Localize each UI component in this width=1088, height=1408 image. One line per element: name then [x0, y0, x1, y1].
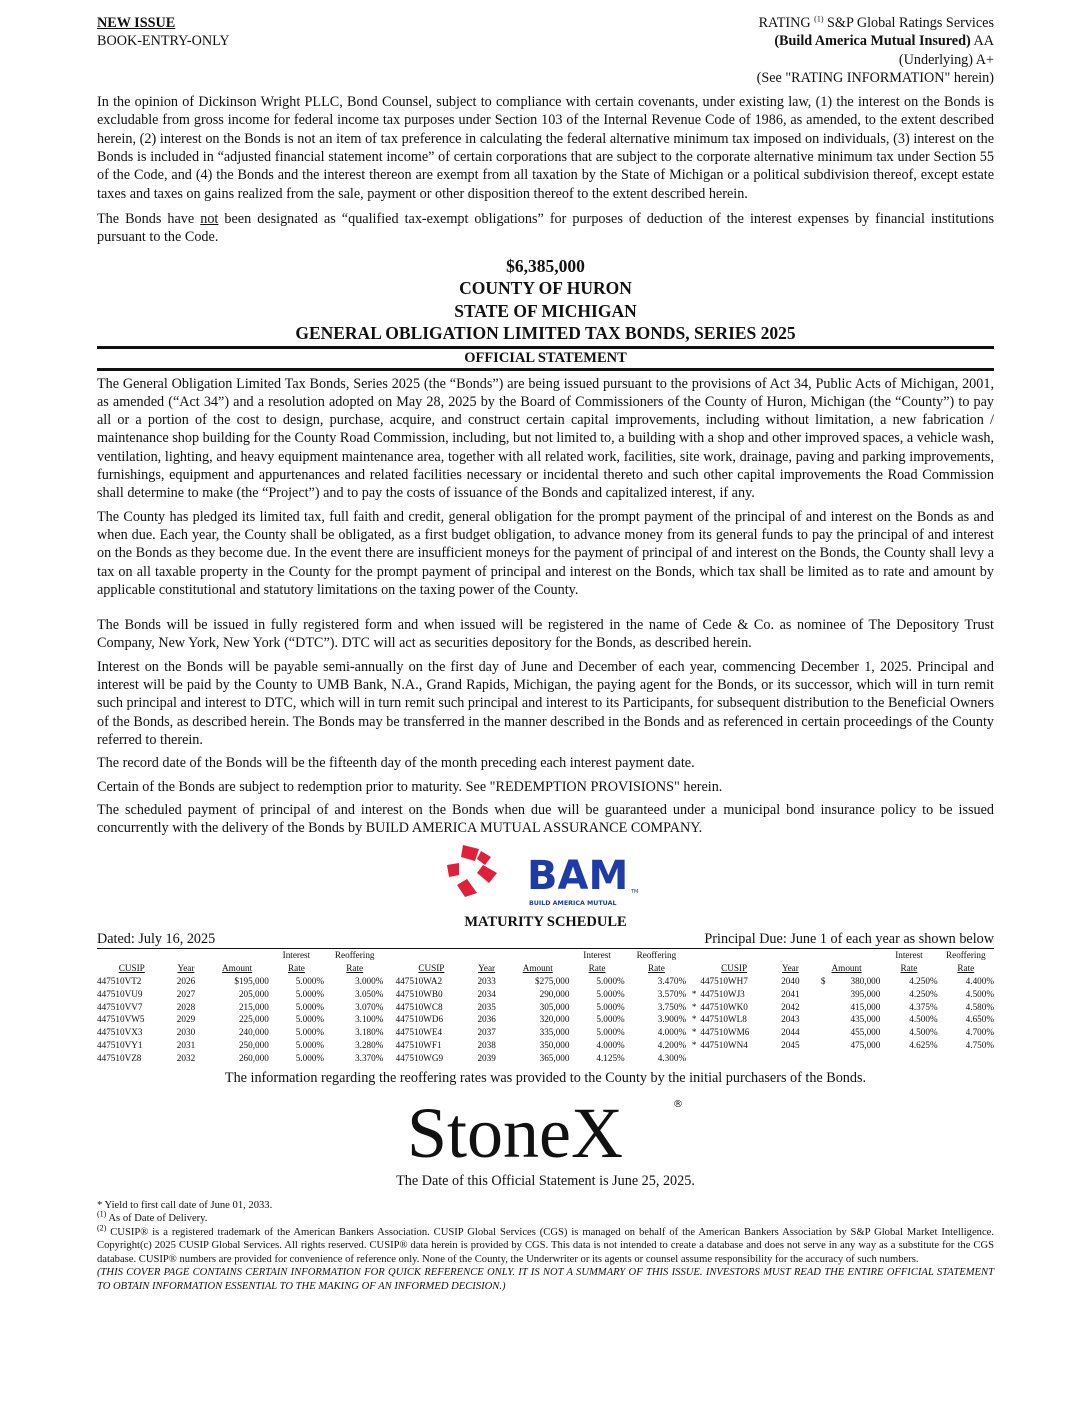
- reoffering-rate-cell: 4.400%: [965, 975, 994, 986]
- reoffering-header: Reoffering: [945, 950, 986, 961]
- insured-label: (Build America Mutual Insured): [774, 33, 971, 50]
- maturity-schedule-heading: MATURITY SCHEDULE: [464, 914, 627, 931]
- interest-rate-cell: 5.000%: [295, 1027, 325, 1038]
- redemption-paragraph: Certain of the Bonds are subject to redemption prior to maturity. See "REDEMPTION PROVISIONS" herein.: [97, 778, 723, 795]
- amount-cell: 395,000: [850, 988, 881, 999]
- interest-rate-cell: 5.000%: [295, 975, 325, 986]
- year-cell: 2040: [781, 975, 800, 986]
- cusip-header: CUSIP: [118, 963, 145, 974]
- dollar-sign-cell: [813, 1039, 827, 1052]
- rate-header: Rate: [346, 963, 364, 974]
- amount-header: Amount: [222, 963, 253, 974]
- year-cell: 2037: [477, 1027, 496, 1038]
- amount-cell: [827, 1052, 880, 1065]
- year-cell: 2038: [477, 1039, 496, 1050]
- book-entry-paragraph: The Bonds will be issued in fully registered form and when issued will be registered in the name of Cede & Co. as nominee of The Depository Trust Company, New York, New York (“DTC”). DTC will act as securities depository for the Bonds, as described herein.: [97, 617, 994, 652]
- cusip-header: CUSIP: [721, 963, 748, 974]
- principal-due: Principal Due: June 1 of each year as shown below: [704, 931, 994, 948]
- authorization-paragraph: The General Obligation Limited Tax Bonds, Series 2025 (the “Bonds”) are being issued pursuant to the provisions of Act 34, Public Acts of Michigan, 2001, as amended (“Act 34”) and a resolution adopted on May 28, 2025 by the Board of Commissioners of the County of Huron, Michigan (the “County”) to pay all or a portion of the cost to design, purchase, acquire, and construct certain capital improvements, including without limitation, a new fabrication / maintenance shop building for the County Road Commission, including, but not limited to, a building with a shop and other improved spaces, a vehicle wash, ventilation, lighting, and heavy equipment maintenance area, together with all related work, facilities, site work, drainage, paving and parking improvements, furnishings, equipment and appurtenances and related facilities necessary or incidental thereto and such other capital improvements the Road Commission shall determine to make (the “Project”) and to pay the costs of issuance of the Bonds and capitalized interest, if any.: [97, 375, 994, 502]
- year-cell: 2028: [176, 1001, 196, 1012]
- year-cell: 2029: [176, 1014, 196, 1025]
- par-amount: $6,385,000: [506, 255, 585, 276]
- cusip-cell: 447510VX3: [97, 1027, 143, 1038]
- official-statement-page: [97, 14, 994, 1293]
- cover-header: [97, 14, 994, 87]
- cusip-cell: 447510WH7: [700, 975, 748, 986]
- amount-cell: $195,000: [234, 975, 269, 986]
- amount-cell: 380,000: [850, 975, 881, 986]
- rate-header: Rate: [288, 963, 305, 974]
- amount-cell: 335,000: [539, 1027, 570, 1038]
- reoffering-rate-cell: 3.070%: [355, 1001, 384, 1012]
- amount-cell: 205,000: [238, 988, 269, 999]
- bam-logo-graphic: [445, 843, 645, 909]
- reoffering-rate-cell: 3.180%: [355, 1027, 384, 1038]
- qualified-not-emphasis: not: [200, 210, 219, 227]
- interest-rate-cell: 5.000%: [596, 1001, 625, 1012]
- cusip-cell: 447510WG9: [395, 1052, 444, 1063]
- maturity-dates-line: [97, 931, 994, 948]
- maturity-table: [97, 949, 994, 1064]
- footnote-1-text: As of Date of Delivery.: [106, 1213, 208, 1225]
- cusip-cell: 447510VV7: [97, 1001, 143, 1012]
- rate-header: Rate: [647, 963, 665, 974]
- maturity-table-body: [97, 975, 994, 1065]
- year-cell: 2030: [176, 1027, 196, 1038]
- call-marker-cell: [688, 1052, 700, 1065]
- book-entry-label: BOOK-ENTRY-ONLY: [97, 33, 230, 50]
- interest-rate-cell: 4.000%: [596, 1039, 625, 1050]
- dollar-sign-cell: $: [820, 975, 826, 986]
- cusip-footnote: [97, 1223, 994, 1267]
- interest-rate-cell: 5.000%: [596, 1014, 625, 1025]
- amount-header: Amount: [831, 963, 862, 974]
- statement-date: The Date of this Official Statement is June 25, 2025.: [396, 1172, 695, 1189]
- reoffering-rate-cell: 3.000%: [355, 975, 384, 986]
- bam-trademark: TM: [631, 889, 639, 896]
- year-cell: 2027: [176, 988, 196, 999]
- call-marker-cell: [385, 1001, 395, 1014]
- interest-rate-cell: 4.625%: [909, 1039, 938, 1050]
- reoffering-rate-cell: 3.470%: [657, 975, 687, 986]
- rate-header: Rate: [900, 963, 918, 974]
- amount-cell: 365,000: [539, 1052, 570, 1063]
- reoffering-rate-cell: 3.100%: [355, 1014, 384, 1025]
- amount-cell: 290,000: [539, 988, 570, 999]
- cusip-header: CUSIP: [418, 963, 445, 974]
- dollar-sign-cell: [813, 1026, 827, 1039]
- maturity-header-top: [97, 949, 994, 962]
- year-cell: [768, 1052, 813, 1065]
- reoffering-rate-cell: 3.280%: [355, 1039, 384, 1050]
- cusip-cell: 447510VW5: [97, 1014, 145, 1025]
- reoffering-rate-cell: 4.700%: [965, 1027, 994, 1038]
- year-cell: 2036: [477, 1014, 496, 1025]
- year-cell: 2034: [477, 988, 496, 999]
- interest-rate-cell: [880, 1052, 937, 1065]
- call-marker-cell: *: [691, 988, 697, 999]
- new-issue-label: NEW ISSUE: [97, 15, 176, 31]
- year-cell: 2045: [781, 1039, 800, 1050]
- reoffering-header: Reoffering: [334, 950, 375, 961]
- stonex-wordmark: StoneX: [407, 1092, 623, 1167]
- amount-cell: 435,000: [850, 1014, 881, 1025]
- footnotes: [97, 1199, 994, 1294]
- year-cell: 2032: [176, 1052, 196, 1063]
- issue-type-block: [97, 14, 230, 87]
- reoffering-rate-cell: [938, 1052, 994, 1065]
- cusip-cell: 447510WC8: [395, 1001, 443, 1012]
- cover-disclaimer-text: (THIS COVER PAGE CONTAINS CERTAIN INFORMATION FOR QUICK REFERENCE ONLY. IT IS NOT A SUMMARY OF THIS ISSUE. INVESTORS MUST READ THE ENTIRE OFFICIAL STATEMENT TO OBTAIN INFORMATION ESSENTIAL TO THE MAKING OF AN INFORMED DECISION.): [97, 1267, 994, 1292]
- dollar-sign-cell: [813, 1001, 827, 1014]
- year-cell: 2042: [781, 1001, 800, 1012]
- amount-cell: 215,000: [238, 1001, 269, 1012]
- bond-title-block: [97, 255, 994, 345]
- cusip-cell: 447510WE4: [395, 1027, 443, 1038]
- interest-header: Interest: [282, 950, 311, 961]
- rating-block: [757, 14, 994, 87]
- call-marker-cell: *: [691, 1039, 697, 1050]
- interest-rate-cell: 5.000%: [596, 975, 625, 986]
- cusip-cell: 447510VY1: [97, 1039, 143, 1050]
- year-cell: 2039: [477, 1052, 496, 1063]
- interest-payment-paragraph: Interest on the Bonds will be payable semi-annually on the first day of June and December of each year, commencing December 1, 2025. Principal and interest will be paid by the County to UMB Bank, N.A., Grand Rapids, Michigan, the paying agent for the Bonds, or its successor, which will in turn remit such principal and interest to DTC, which will in turn remit such principal and interest to its Participants, for subsequent distribution to the Beneficial Owners of the Bonds, as described herein. The Bonds may be transferred in the manner described in the Bonds and as referenced in certain proceedings of the County referred to therein.: [97, 658, 994, 748]
- call-marker-cell: [385, 1026, 395, 1039]
- rating-label: RATING: [758, 15, 811, 31]
- year-header: Year: [781, 963, 799, 974]
- year-cell: 2026: [176, 975, 196, 986]
- reoffering-rate-cell: 4.000%: [657, 1027, 687, 1038]
- interest-rate-cell: 4.500%: [909, 1014, 938, 1025]
- interest-rate-cell: 4.125%: [596, 1052, 625, 1063]
- call-marker-cell: [385, 1052, 395, 1065]
- call-marker-cell: [385, 975, 395, 988]
- cusip-cell: 447510VT2: [97, 975, 142, 986]
- issuer-name: COUNTY OF HURON: [459, 278, 632, 299]
- amount-cell: 455,000: [850, 1027, 881, 1038]
- year-cell: 2043: [781, 1014, 800, 1025]
- rate-header: Rate: [588, 963, 606, 974]
- amount-cell: 415,000: [850, 1001, 881, 1012]
- year-cell: 2041: [781, 988, 800, 999]
- call-marker-cell: *: [691, 1001, 697, 1012]
- reoffering-rate-cell: 4.500%: [965, 988, 994, 999]
- reoffering-rate-cell: 4.650%: [965, 1014, 994, 1025]
- underlying-rating: (Underlying) A+: [898, 51, 994, 68]
- see-rating-reference: (See "RATING INFORMATION" herein): [756, 69, 994, 86]
- stonex-registered-mark: ®: [673, 1098, 683, 1110]
- qualified-text-start: The Bonds have: [97, 210, 201, 227]
- interest-rate-cell: 5.000%: [295, 1039, 325, 1050]
- interest-rate-cell: 4.500%: [909, 1027, 938, 1038]
- year-cell: 2044: [781, 1027, 800, 1038]
- cusip-cell: 447510VU9: [97, 988, 143, 999]
- cusip-cell: 447510WK0: [700, 1001, 748, 1012]
- qualified-tax-exempt-paragraph: [97, 210, 994, 247]
- cusip-cell: [700, 1052, 768, 1065]
- cusip-cell: 447510WN4: [700, 1039, 748, 1050]
- cover-page-disclaimer: [97, 1266, 994, 1293]
- call-marker-cell: [385, 988, 395, 1001]
- cusip-cell: 447510WB0: [395, 988, 443, 999]
- cusip-cell: 447510VZ8: [97, 1052, 142, 1063]
- interest-header: Interest: [583, 950, 611, 961]
- amount-cell: 250,000: [238, 1039, 269, 1050]
- maturity-header: [97, 962, 994, 975]
- bam-wordmark: BAM: [527, 853, 629, 900]
- year-cell: 2033: [477, 975, 496, 986]
- rating-line: [757, 14, 994, 32]
- interest-rate-cell: 5.000%: [596, 1027, 625, 1038]
- interest-rate-cell: 5.000%: [295, 1014, 325, 1025]
- interest-rate-cell: 4.250%: [909, 975, 938, 986]
- cusip-cell: 447510WD6: [395, 1014, 444, 1025]
- call-marker-cell: *: [691, 1014, 697, 1025]
- security-paragraph: The County has pledged its limited tax, full faith and credit, general obligation for the prompt payment of the principal of and interest on the Bonds as and when due. Each year, the County shall be obligated, as a first budget obligation, to advance money from its general funds to pay the principal of and interest on the Bonds as they become due. In the event there are insufficient moneys for the payment of principal of and interest on the Bonds, the County shall levy a tax on all taxable property in the County for the prompt payment of principal and interest on the Bonds, which tax shall be limited as to rate and amount by applicable constitutional and statutory limitations on the taxing power of the County.: [97, 508, 994, 598]
- reoffering-rate-cell: 4.300%: [657, 1052, 687, 1063]
- amount-cell: 225,000: [238, 1014, 269, 1025]
- tax-opinion-paragraph: In the opinion of Dickinson Wright PLLC, Bond Counsel, subject to compliance with certain covenants, under existing law, (1) the interest on the Bonds is excludable from gross income for federal income tax purposes under Section 103 of the Internal Revenue Code of 1986, as amended, to the extent described herein, (2) interest on the Bonds is not an item of tax preference in calculating the federal alternative minimum tax imposed on individuals, (3) interest on the Bonds is included in “adjusted financial statement income” of certain corporations that are subject to the corporate alternative minimum tax under Section 55 of the Code, and (4) the Bonds and the interest thereon are exempt from all taxation by the State of Michigan or a political subdivision thereof, except estate taxes and taxes on gains realized from the sale, payment or other disposition thereof to the extent described herein.: [97, 94, 994, 202]
- reoffering-rate-cell: 3.570%: [657, 988, 687, 999]
- record-date-paragraph: The record date of the Bonds will be the fifteenth day of the month preceding each interest payment date.: [97, 755, 695, 772]
- dollar-sign-cell: [813, 1013, 827, 1026]
- dollar-sign-cell: [813, 1052, 827, 1065]
- reoffering-rate-cell: 3.900%: [657, 1014, 687, 1025]
- maturity-row: [97, 1001, 994, 1014]
- interest-rate-cell: 4.250%: [909, 988, 938, 999]
- reoffering-rate-cell: 4.580%: [965, 1001, 994, 1012]
- cusip-cell: 447510WL8: [700, 1014, 747, 1025]
- reoffering-rate-cell: 4.200%: [657, 1039, 687, 1050]
- insured-rating: AA: [973, 33, 994, 50]
- amount-cell: 320,000: [539, 1014, 570, 1025]
- maturity-row: [97, 1013, 994, 1026]
- reoffering-rate-cell: 3.370%: [355, 1052, 384, 1063]
- qualified-text-end: been designated as “qualified tax-exempt obligations” for purposes of deduction of the interest expenses by financial institutions pursuant to the Code.: [97, 210, 994, 246]
- reoffering-header: Reoffering: [636, 950, 677, 961]
- footnote-1-marker: (1): [97, 1209, 107, 1219]
- bond-series-title: GENERAL OBLIGATION LIMITED TAX BONDS, SERIES 2025: [295, 323, 796, 344]
- call-marker-cell: *: [691, 1027, 697, 1038]
- maturity-row: [97, 1052, 994, 1065]
- amount-cell: 305,000: [539, 1001, 570, 1012]
- rating-agency: S&P Global Ratings Services: [827, 15, 994, 31]
- yield-footnote: * Yield to first call date of June 01, 2033.: [97, 1199, 273, 1211]
- dated-date: Dated: July 16, 2025: [97, 931, 216, 948]
- delivery-footnote: [97, 1209, 994, 1226]
- interest-header: Interest: [895, 950, 923, 961]
- footnote-2-text: CUSIP® is a registered trademark of the American Bankers Association. CUSIP Global Services (CGS) is managed on behalf of the American Bankers Association by S&P Global Market Intelligence. Copyright(c) 2025 CUSIP Global Services. All rights reserved. CUSIP® data herein is provided by CGS. This data is not intended to create a database and does not serve in any way as a substitute for the CGS database. CUSIP® numbers are provided for convenience of reference only. None of the County, the Underwriter or its agents or counsel assume responsibility for the accuracy of such numbers.: [97, 1226, 994, 1265]
- stonex-logo-graphic: [397, 1089, 697, 1167]
- amount-cell: 240,000: [238, 1027, 269, 1038]
- title-rule-bottom: [97, 368, 994, 371]
- bam-tagline: BUILD AMERICA MUTUAL: [529, 900, 617, 908]
- amount-cell: 475,000: [850, 1039, 881, 1050]
- cusip-cell: 447510WJ3: [700, 988, 745, 999]
- interest-rate-cell: 5.000%: [295, 1001, 325, 1012]
- rate-header: Rate: [957, 963, 975, 974]
- interest-rate-cell: 5.000%: [295, 988, 325, 999]
- amount-cell: 350,000: [539, 1039, 570, 1050]
- reoffering-rate-cell: 4.750%: [965, 1039, 994, 1050]
- call-marker-cell: [385, 1013, 395, 1026]
- interest-rate-cell: 5.000%: [596, 988, 625, 999]
- stonex-logo: [97, 1089, 994, 1167]
- issuer-state: STATE OF MICHIGAN: [454, 300, 637, 321]
- interest-rate-cell: 5.000%: [295, 1052, 325, 1063]
- amount-cell: 260,000: [238, 1052, 269, 1063]
- reoffering-note: The information regarding the reoffering rates was provided to the County by the initial purchasers of the Bonds.: [224, 1069, 867, 1086]
- insurance-paragraph: The scheduled payment of principal of and interest on the Bonds when due will be guaranteed under a municipal bond insurance policy to be issued concurrently with the delivery of the Bonds by BUILD AMERICA MUTUAL ASSURANCE COMPANY.: [97, 801, 994, 837]
- cusip-cell: 447510WF1: [395, 1039, 442, 1050]
- maturity-row: [97, 975, 994, 988]
- bam-star-icon: [447, 845, 497, 897]
- cusip-cell: 447510WM6: [700, 1027, 750, 1038]
- interest-rate-cell: 4.375%: [909, 1001, 938, 1012]
- year-header: Year: [478, 963, 496, 974]
- year-header: Year: [177, 963, 195, 974]
- official-statement-heading: OFFICIAL STATEMENT: [464, 349, 627, 366]
- call-marker-cell: [385, 1039, 395, 1052]
- maturity-row: [97, 1026, 994, 1039]
- rating-footnote-ref: (1): [814, 14, 824, 24]
- dollar-sign-cell: [813, 988, 827, 1001]
- reoffering-rate-cell: 3.050%: [355, 988, 384, 999]
- amount-header: Amount: [522, 963, 553, 974]
- bam-logo: [97, 843, 994, 909]
- maturity-row: [97, 988, 994, 1001]
- reoffering-rate-cell: 3.750%: [657, 1001, 687, 1012]
- year-cell: 2035: [477, 1001, 496, 1012]
- amount-cell: $275,000: [535, 975, 570, 986]
- year-cell: 2031: [176, 1039, 196, 1050]
- call-marker-cell: [688, 975, 700, 988]
- footnote-2-marker: (2): [97, 1223, 107, 1233]
- cusip-cell: 447510WA2: [395, 975, 443, 986]
- maturity-row: [97, 1039, 994, 1052]
- insured-rating-line: [757, 32, 994, 50]
